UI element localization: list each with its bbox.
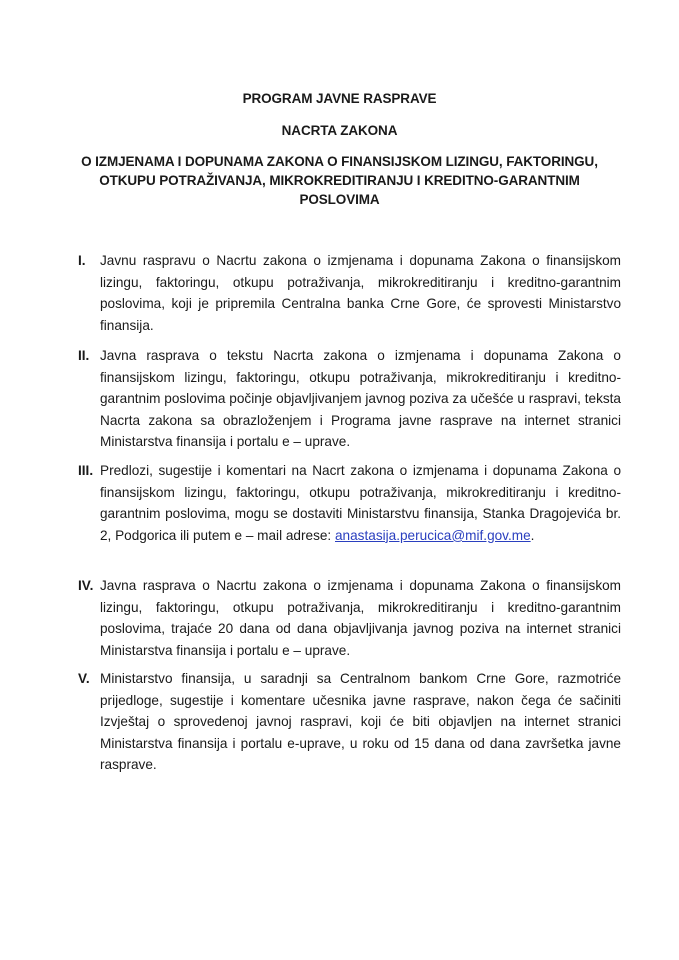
law-title-line-3: POSLOVIMA	[299, 192, 380, 207]
item-number: I.	[78, 253, 86, 268]
law-title-line-1: O IZMJENAMA I DOPUNAMA ZAKONA O FINANSIJSKOM LIZINGU, FAKTORINGU,	[81, 154, 598, 169]
item-number: III.	[78, 463, 94, 478]
list-item	[78, 250, 621, 336]
item-text: Javnu raspravu o Nacrtu zakona o izmjenama i dopunama Zakona o finansijskom lizingu, faktoringu, otkupu potraživanja, mikrokreditiranju i kreditno-garantnim poslovima, koji je pripremila Centralna banka Crne Gore, će sprovesti Ministarstvo finansija.	[100, 253, 621, 333]
list-item	[78, 460, 621, 546]
item-text: Javna rasprava o Nacrtu zakona o izmjenama i dopunama Zakona o finansijskom lizingu, faktoringu, otkupu potraživanja, mikrokreditiranju i kreditno-garantnim poslovima, trajaće 20 dana od dana objavljivanja javnog poziva na internet stranici Ministarstva finansija i portalu e – uprave.	[100, 578, 621, 658]
document-law-title	[30, 152, 649, 209]
item-number: II.	[78, 348, 90, 363]
law-title-line-2: OTKUPU POTRAŽIVANJA, MIKROKREDITIRANJU I KREDITNO-GARANTNIM	[99, 173, 580, 188]
item-text: Javna rasprava o tekstu Nacrta zakona o izmjenama i dopunama Zakona o finansijskom lizingu, faktoringu, otkupu potraživanja, mikrokreditiranju i kreditno-garantnim poslovima počinje objavljivanjem javnog poziva za učešće u raspravi, teksta Nacrta zakona sa obrazloženjem i Programa javne rasprave na internet stranici Ministarstva finansija i portalu e – uprave.	[100, 348, 621, 450]
item-number: V.	[78, 671, 90, 686]
document-title: PROGRAM JAVNE RASPRAVE	[242, 91, 437, 106]
item-number: IV.	[78, 578, 94, 593]
item-text: Predlozi, sugestije i komentari na Nacrt zakona o izmjenama i dopunama Zakona o finansijskom lizingu, faktoringu, otkupu potraživanja, mikrokreditiranju i kreditno-garantnim poslovima, mogu se dostaviti Ministarstvu finansija, Stanka Dragojevića br. 2, Podgorica ili putem e – mail adrese:	[100, 463, 621, 543]
list-item	[78, 575, 621, 661]
item-text: Ministarstvo finansija, u saradnji sa Centralnom bankom Crne Gore, razmotriće prijedloge, sugestije i komentare učesnika javne rasprave, nakon čega će sačiniti Izvještaj o sprovedenoj javnoj raspravi, koji će biti objavljen na internet stranici Ministarstva finansija i portalu e-uprave, u roku od 15 dana od dana završetka javne rasprave.	[100, 671, 621, 773]
email-link[interactable]: anastasija.perucica@mif.gov.me	[335, 527, 531, 543]
item-text-container	[100, 460, 621, 546]
list-item	[78, 345, 621, 453]
list-item	[78, 668, 621, 776]
document-subtitle: NACRTA ZAKONA	[281, 123, 398, 138]
item-text-suffix: .	[530, 527, 535, 543]
